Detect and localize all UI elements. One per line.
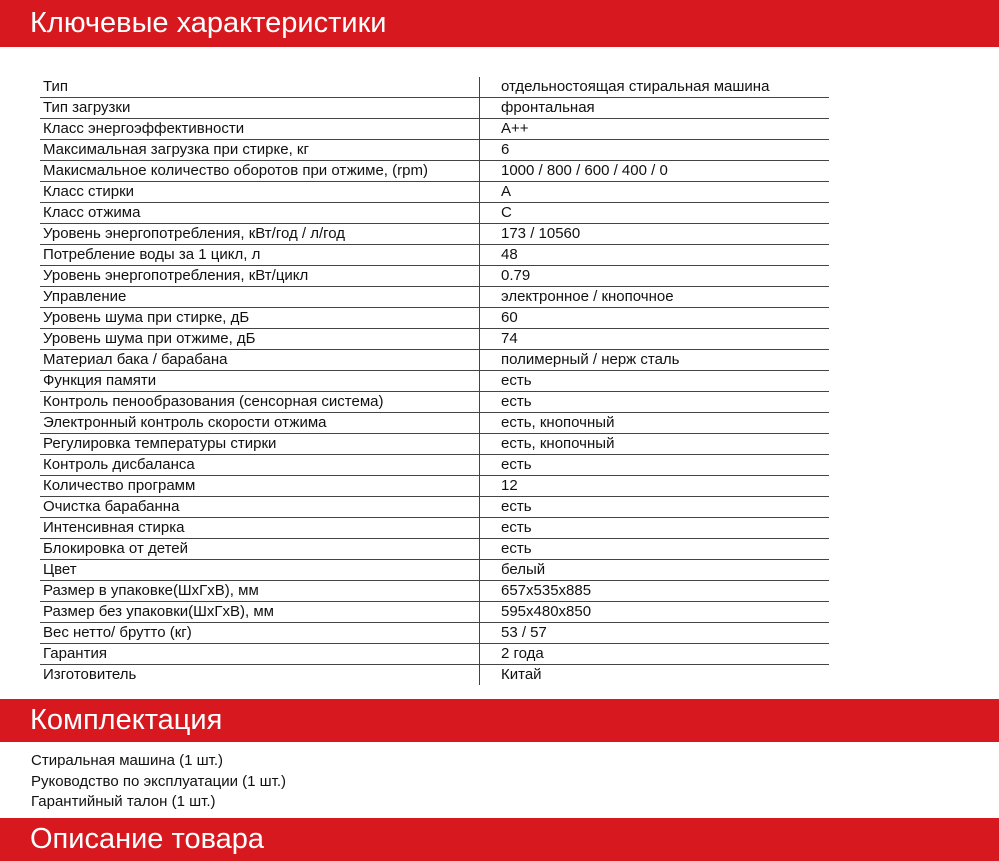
spec-label: Класс стирки — [40, 182, 480, 203]
spec-label: Электронный контроль скорости отжима — [40, 413, 480, 434]
spec-value: 2 года — [480, 644, 830, 665]
spec-row — [40, 350, 829, 371]
spec-value: 48 — [480, 245, 830, 266]
spec-value: 6 — [480, 140, 830, 161]
spec-label: Размер в упаковке(ШхГхВ), мм — [40, 581, 480, 602]
spec-row — [40, 518, 829, 539]
section-title-package: Комплектация — [30, 704, 223, 736]
spec-label: Уровень шума при стирке, дБ — [40, 308, 480, 329]
spec-value: 53 / 57 — [480, 623, 830, 644]
spec-label: Вес нетто/ брутто (кг) — [40, 623, 480, 644]
spec-row — [40, 644, 829, 665]
spec-label: Интенсивная стирка — [40, 518, 480, 539]
spec-label: Регулировка температуры стирки — [40, 434, 480, 455]
spec-label: Цвет — [40, 560, 480, 581]
section-title-description: Описание товара — [30, 823, 265, 855]
spec-value: 12 — [480, 476, 830, 497]
spec-value: есть — [480, 497, 830, 518]
spec-value: Китай — [501, 666, 542, 683]
spec-row — [40, 371, 829, 392]
spec-label: Управление — [40, 287, 480, 308]
spec-row — [40, 623, 829, 644]
spec-row — [40, 329, 829, 350]
spec-row — [40, 602, 829, 623]
spec-label: Уровень энергопотребления, кВт/год / л/год — [40, 224, 480, 245]
spec-value: 657x535x885 — [480, 581, 830, 602]
spec-value: 1000 / 800 / 600 / 400 / 0 — [480, 161, 830, 182]
section-title-specs: Ключевые характеристики — [30, 7, 387, 39]
spec-label: Гарантия — [40, 644, 480, 665]
section-header-package — [0, 699, 999, 742]
spec-row — [40, 266, 829, 287]
spec-row — [40, 497, 829, 518]
package-item: Гарантийный талон (1 шт.) — [31, 793, 216, 810]
spec-row — [40, 98, 829, 119]
spec-value: A — [480, 182, 830, 203]
spec-label: Уровень шума при отжиме, дБ — [40, 329, 480, 350]
spec-value: 595x480x850 — [480, 602, 830, 623]
spec-label: Блокировка от детей — [40, 539, 480, 560]
spec-label: Размер без упаковки(ШхГхВ), мм — [40, 602, 480, 623]
package-list — [31, 751, 286, 813]
spec-row — [40, 140, 829, 161]
spec-label: Максимальная загрузка при стирке, кг — [40, 140, 480, 161]
spec-value: есть — [480, 539, 830, 560]
spec-value: есть, кнопочный — [480, 434, 830, 455]
spec-label: Уровень энергопотребления, кВт/цикл — [40, 266, 480, 287]
spec-row — [40, 287, 829, 308]
spec-row — [40, 413, 829, 434]
spec-label: Изготовитель — [40, 665, 480, 686]
spec-value: есть — [480, 455, 830, 476]
spec-row — [40, 455, 829, 476]
spec-label: Контроль дисбаланса — [40, 455, 480, 476]
spec-value: 74 — [480, 329, 830, 350]
spec-row — [40, 560, 829, 581]
spec-value: фронтальная — [480, 98, 830, 119]
spec-row — [40, 119, 829, 140]
spec-value: 0.79 — [480, 266, 830, 287]
spec-row — [40, 581, 829, 602]
spec-row — [40, 308, 829, 329]
spec-value: отдельностоящая стиральная машина — [480, 77, 830, 98]
spec-value: 60 — [480, 308, 830, 329]
spec-label: Тип загрузки — [40, 98, 480, 119]
spec-row — [40, 665, 829, 686]
spec-row — [40, 77, 829, 98]
spec-label: Материал бака / барабана — [40, 350, 480, 371]
spec-value: полимерный / нерж сталь — [480, 350, 830, 371]
spec-value: белый — [480, 560, 830, 581]
package-item: Стиральная машина (1 шт.) — [31, 752, 224, 769]
spec-value: есть — [480, 518, 830, 539]
spec-row — [40, 476, 829, 497]
spec-row — [40, 434, 829, 455]
spec-row — [40, 539, 829, 560]
spec-value: C — [480, 203, 830, 224]
spec-row — [40, 203, 829, 224]
spec-value: 173 / 10560 — [480, 224, 830, 245]
spec-label: Тип — [40, 77, 480, 98]
spec-label: Потребление воды за 1 цикл, л — [40, 245, 480, 266]
spec-value: есть — [480, 371, 830, 392]
spec-label: Контроль пенообразования (сенсорная система) — [40, 392, 480, 413]
spec-row — [40, 245, 829, 266]
spec-label: Макисмальное количество оборотов при отжиме, (rpm) — [40, 161, 480, 182]
spec-row — [40, 161, 829, 182]
package-item: Руководство по эксплуатации (1 шт.) — [31, 772, 287, 790]
spec-label: Класс отжима — [40, 203, 480, 224]
spec-label: Класс энергоэффективности — [40, 119, 480, 140]
spec-label: Количество программ — [40, 476, 480, 497]
section-header-description — [0, 818, 999, 861]
spec-value: есть — [480, 392, 830, 413]
spec-row — [40, 224, 829, 245]
spec-value: электронное / кнопочное — [480, 287, 830, 308]
spec-row — [40, 392, 829, 413]
specs-table — [40, 77, 829, 685]
spec-value: есть, кнопочный — [480, 413, 830, 434]
spec-row — [40, 182, 829, 203]
spec-label: Функция памяти — [40, 371, 480, 392]
spec-label: Очистка барабанна — [40, 497, 480, 518]
spec-value: A++ — [480, 119, 830, 140]
section-header-specs — [0, 0, 999, 47]
